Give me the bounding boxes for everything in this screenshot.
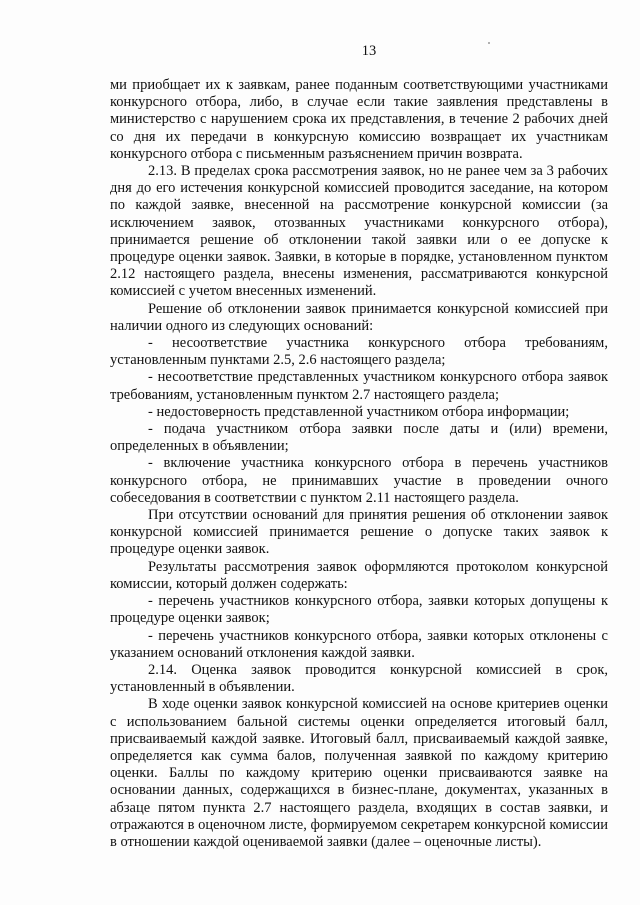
list-item-ground-1: - несоответствие участника конкурсного отбора требованиям, установленным пунктами 2.5, 2.6 настоящего раздела;	[110, 335, 608, 369]
document-body	[110, 77, 608, 851]
list-item-ground-4: - подача участником отбора заявки после даты и (или) времени, определенных в объявлении;	[110, 421, 608, 455]
paragraph-admission-decision: При отсутствии оснований для принятия решения об отклонении заявок конкурсной комиссией принимается решение о допуске таких заявок к процедуре оценки заявок.	[110, 507, 608, 558]
list-item-protocol-1: - перечень участников конкурсного отбора, заявки которых допущены к процедуре оценки заявок;	[110, 593, 608, 627]
paragraph-clause-2-13: 2.13. В пределах срока рассмотрения заявок, но не ранее чем за 3 рабочих дня до его истечения конкурсной комиссией проводится заседание, на котором по каждой заявке, внесенной на рассмотрение конкурсной комиссии (за исключением заявок, отозванных участниками конкурсного отбора), принимается решение об отклонении такой заявки или о ее допуске к процедуре оценки заявок. Заявки, в которые в порядке, установленном пунктом 2.12 настоящего раздела, внесены изменения, рассматриваются конкурсной комиссией с учетом внесенных изменений.	[110, 163, 608, 300]
paragraph-protocol-intro: Результаты рассмотрения заявок оформляются протоколом конкурсной комиссии, который должен содержать:	[110, 558, 608, 592]
list-item-ground-2: - несоответствие представленных участником конкурсного отбора заявок требованиям, установленным пунктом 2.7 настоящего раздела;	[110, 369, 608, 403]
paragraph-scoring: В ходе оценки заявок конкурсной комиссией на основе критериев оценки с использованием бальной системы оценки определяется итоговый балл, присваиваемый каждой заявке. Итоговый балл, присваиваемый каждой заявке, определяется как сумма балов, полученная заявкой по каждому критерию оценки. Баллы по каждому критерию оценки присваиваются заявке на основании данных, содержащихся в бизнес-плане, документах, указанных в абзаце пятом пункта 2.7 настоящего раздела, входящих в состав заявки, и отражаются в оценочном листе, формируемом секретарем конкурсной комиссии в отношении каждой оцениваемой заявки (далее – оценочные листы).	[110, 696, 608, 850]
paragraph-continuation: ми приобщает их к заявкам, ранее поданным соответствующими участниками конкурсного отбора, либо, в случае если такие заявления представлены в министерство с нарушением срока их представления, в течение 2 рабочих дней со дня их передачи в конкурсную комиссию возвращает их участникам конкурсного отбора с письменным разъяснением причин возврата.	[110, 77, 608, 162]
scan-speck	[488, 42, 490, 44]
list-item-protocol-2: - перечень участников конкурсного отбора, заявки которых отклонены с указанием оснований отклонения каждой заявки.	[110, 627, 608, 661]
paragraph-clause-2-14: 2.14. Оценка заявок проводится конкурсной комиссией в срок, установленный в объявлении.	[110, 661, 608, 696]
list-item-ground-5: - включение участника конкурсного отбора в перечень участников конкурсного отбора, не принимавших участие в проведении очного собеседования в соответствии с пунктом 2.11 настоящего раздела.	[110, 455, 608, 506]
list-item-ground-3: - недостоверность представленной участником отбора информации;	[148, 403, 570, 420]
paragraph-rejection-grounds-intro: Решение об отклонении заявок принимается конкурсной комиссией при наличии одного из следующих оснований:	[110, 300, 608, 334]
page-number: 13	[361, 43, 377, 59]
